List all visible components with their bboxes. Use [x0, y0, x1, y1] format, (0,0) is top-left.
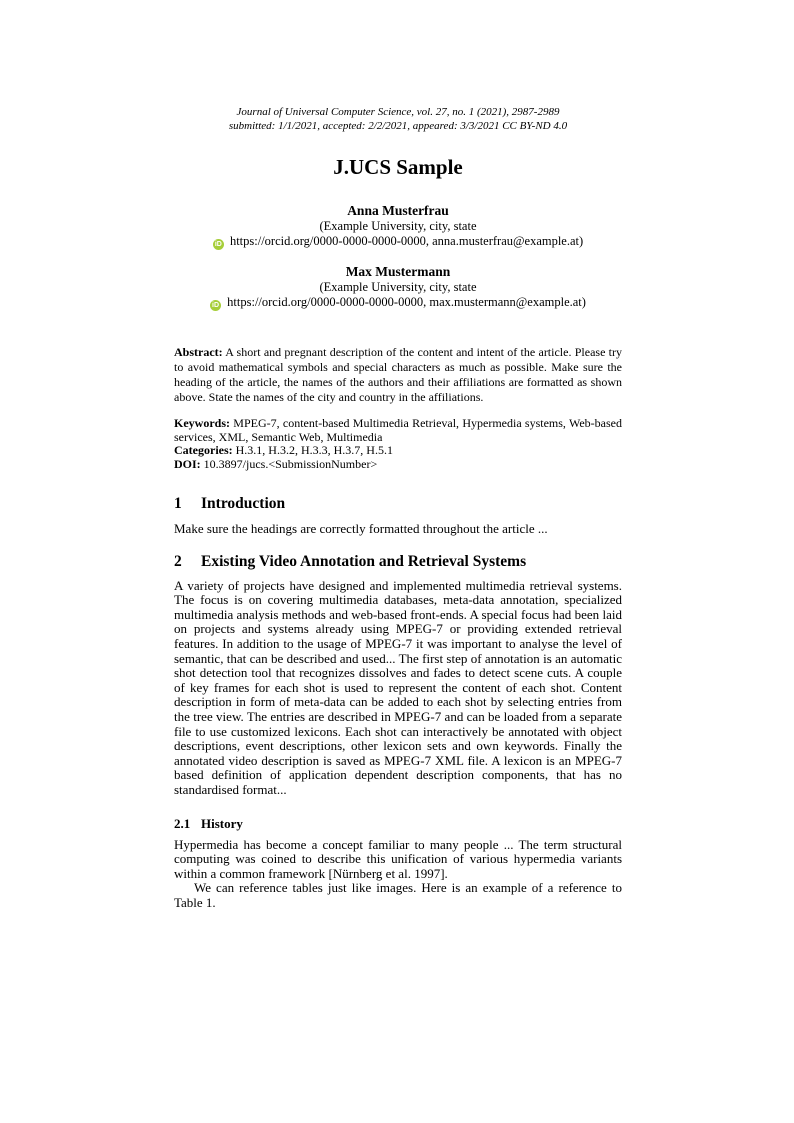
author-block — [174, 203, 622, 250]
doi-section — [174, 458, 622, 472]
paper-title: J.UCS Sample — [333, 155, 463, 179]
abstract-section — [174, 345, 622, 405]
section-1-number: 1 — [174, 495, 182, 512]
author-affiliation: (Example University, city, state — [319, 280, 477, 294]
page-content — [174, 0, 622, 910]
author-name: Anna Musterfrau — [347, 203, 449, 218]
section-1-heading — [174, 495, 622, 513]
journal-citation-line: Journal of Universal Computer Science, vol. 27, no. 1 (2021), 2987-2989 — [236, 106, 560, 118]
abstract-label: Abstract: — [174, 345, 223, 359]
abstract-text: A short and pregnant description of the content and intent of the article. Please try to avoid mathematical symbols and special characters as much as possible. Make sure the heading of the article, the names of the authors and their affiliations are formatted as shown above. State the names of the city and country in the affiliations. — [174, 345, 622, 404]
section-2-heading — [174, 553, 622, 571]
orcid-link[interactable]: https://orcid.org/0000-0000-0000-0000, anna.musterfrau@example.at) — [229, 234, 584, 248]
section-2-body: A variety of projects have designed and implemented multimedia retrieval systems. The focus is on covering multimedia databases, meta-data annotation, specialized multimedia analysis methods and web-based front-ends. A special focus had been laid on projects and systems already using MPEG-7 or providing extended retrieval features. In addition to the usage of MPEG-7 it was important to analyse the level of semantic, that can be described and used... The first step of annotation is an automatic shot detection tool that recognizes dissolves and fades to detect scene cuts. A couple of key frames for each shot is used to represent the content of each shot. Content description in form of meta-data can be added to each shot by selecting entries from the tree view. The entries are described in MPEG-7 and can be loaded from a separate file to use customized lexicons. Each shot can interactively be annotated with object descriptions, event descriptions, other lexicon sets and own keywords. Finally the annotated video description is saved as MPEG-7 XML file. A lexicon is an MPEG-7 based definition of application dependent description components, that has no standardised format... — [174, 577, 622, 797]
author-name: Max Mustermann — [345, 264, 451, 279]
doi-label: DOI: — [174, 456, 201, 471]
section-1-body: Make sure the headings are correctly formatted throughout the article ... — [174, 521, 548, 536]
journal-dates-line: submitted: 1/1/2021, accepted: 2/2/2021, appeared: 3/3/2021 CC BY-ND 4.0 — [228, 119, 568, 132]
author-orcid-line — [174, 234, 622, 250]
orcid-icon: iD — [214, 241, 222, 248]
categories-label: Categories: — [174, 443, 233, 457]
section-2-1-body-2: We can reference tables just like images. Here is an example of a reference to Table 1. — [174, 880, 622, 910]
orcid-icon: iD — [212, 302, 220, 309]
section-2-1-title: History — [201, 815, 243, 831]
categories-section — [174, 444, 622, 458]
section-2-1-number: 2.1 — [174, 815, 191, 831]
section-2-title: Existing Video Annotation and Retrieval Systems — [201, 552, 527, 570]
author-block — [174, 264, 622, 311]
section-1-title: Introduction — [201, 495, 286, 512]
doi-text: 10.3897/jucs.<SubmissionNumber> — [203, 456, 378, 471]
author-orcid-line — [174, 295, 622, 311]
categories-text: H.3.1, H.3.2, H.3.3, H.3.7, H.5.1 — [235, 443, 393, 457]
orcid-link[interactable]: https://orcid.org/0000-0000-0000-0000, max.mustermann@example.at) — [227, 295, 586, 309]
author-affiliation: (Example University, city, state — [319, 219, 477, 233]
journal-header — [174, 0, 622, 133]
keywords-label: Keywords: — [174, 416, 230, 430]
section-2-number: 2 — [174, 552, 182, 570]
keywords-section — [174, 417, 622, 444]
section-2-1-body: Hypermedia has become a concept familiar to many people ... The term structural computing was coined to describe this unification of various hypermedia variants within a common framework [Nürnberg et al. 1997]. — [174, 836, 622, 881]
section-2-1-heading — [174, 816, 622, 831]
keywords-text: MPEG-7, content-based Multimedia Retrieval, Hypermedia systems, Web-based services, XML, Semantic Web, Multimedia — [174, 416, 622, 444]
